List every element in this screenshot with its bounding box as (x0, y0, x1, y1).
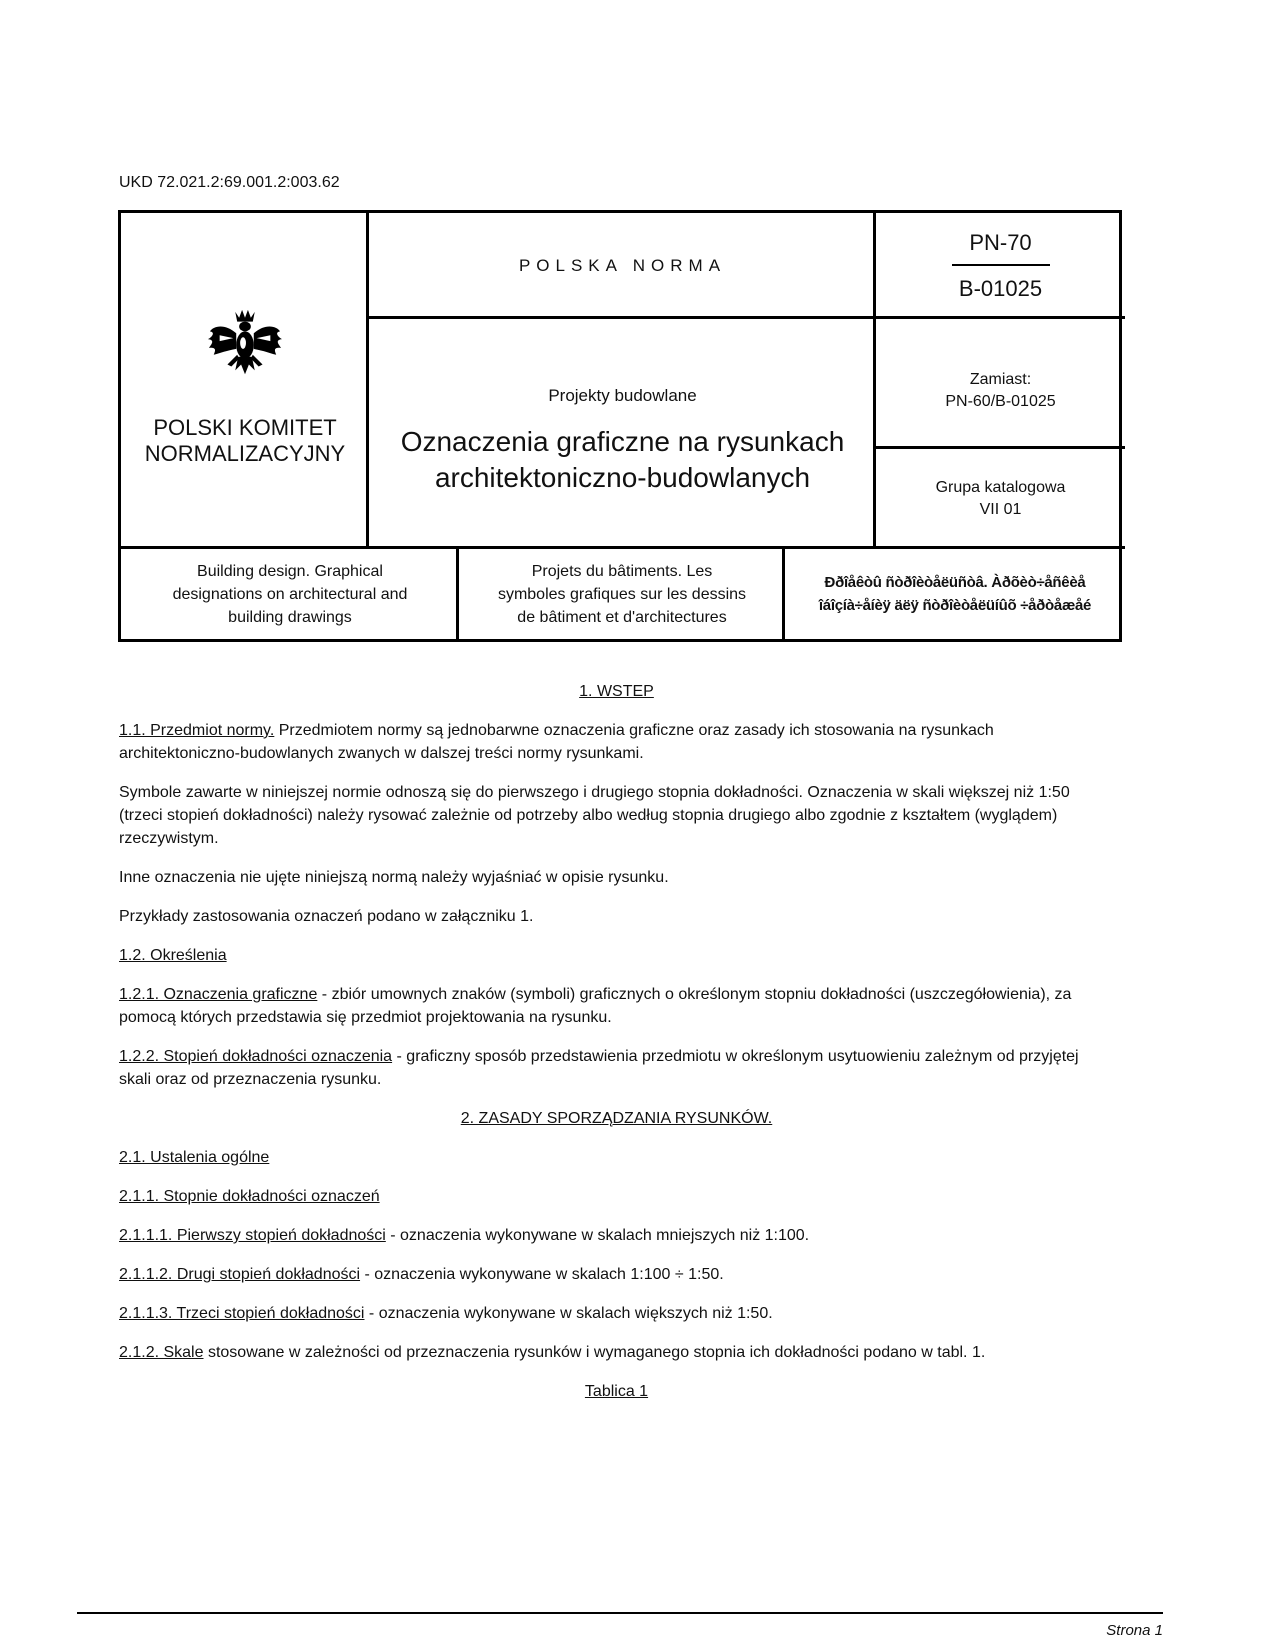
paragraph-1-2: 1.2. Określenia (119, 947, 227, 964)
paragraph-2-1-1: 2.1.1. Stopnie dokładności oznaczeń (119, 1188, 380, 1205)
paragraph-1-1: 1.1. Przedmiot normy. Przedmiotem normy są jednobarwne oznaczenia graficzne oraz zasady ich stosowania na rysunkach architektoniczno-budowlanych zwanych w dalszej treści normy rysunkami. (119, 722, 994, 762)
standard-number-cell (876, 213, 1125, 319)
title-russian-cell (785, 549, 1125, 639)
committee-name-line2: NORMALIZACYJNY (144, 441, 346, 466)
title-russian-line1: Ððîåêòû ñòðîèòåëüñòâ. Àðõèò÷åñêèå (824, 574, 1086, 591)
paragraph-2-1-2: 2.1.2. Skale stosowane w zależności od przeznaczenia rysunków i wymaganego stopnia ich dokładności podano w tabl. 1. (119, 1344, 986, 1361)
title-french-line1: Projets du bâtiments. Les (531, 562, 713, 580)
standard-number-line2: B-01025 (958, 276, 1043, 301)
paragraph-examples: Przykłady zastosowania oznaczeń podano w załączniku 1. (119, 908, 534, 925)
committee-name-line1: POLSKI KOMITET (153, 415, 337, 440)
paragraph-2-1-1-3: 2.1.1.3. Trzeci stopień dokładności - oznaczenia wykonywane w skalach większych niż 1:50. (119, 1305, 773, 1322)
title-line2: architektoniczno-budowlanych (434, 462, 811, 493)
title-english-cell (121, 549, 459, 639)
page-number: Strona 1 (1106, 1622, 1163, 1639)
number-divider (952, 264, 1050, 266)
title-line1: Oznaczenia graficzne na rysunkach (400, 426, 845, 457)
polish-eagle-emblem-icon (206, 305, 284, 385)
document-body (119, 680, 1114, 1419)
replaces-cell (876, 319, 1125, 449)
paragraph-2-1-1-2: 2.1.1.2. Drugi stopień dokładności - oznaczenia wykonywane w skalach 1:100 ÷ 1:50. (119, 1266, 724, 1283)
paragraph-symbols: Symbole zawarte w niniejszej normie odnoszą się do pierwszego i drugiego stopnia dokładności. Oznaczenia w skali większej niż 1:50 (trzeci stopień dokładności) należy rysować zależnie od potrzeby albo według stopnia drugiego albo zgodnie z kształtem (wyglądem) rzeczywistym. (119, 784, 1070, 847)
paragraph-1-2-2: 1.2.2. Stopień dokładności oznaczenia - graficzny sposób przedstawienia przedmiotu w określonym usytuowieniu zależnym od przyjętej skali oraz od przeznaczenia rysunku. (119, 1048, 1079, 1088)
section-2-heading: 2. ZASADY SPORZĄDZANIA RYSUNKÓW. (460, 1110, 773, 1127)
replaces-label: Zamiast: (969, 371, 1032, 388)
title-english-line1: Building design. Graphical (197, 562, 383, 580)
title-russian-line2: îáîçíà÷åíèÿ äëÿ ñòðîèòåëüíûõ ÷åðòåæåé (818, 597, 1092, 614)
section-1-heading: 1. WSTEP (579, 683, 654, 700)
ukd-classification: UKD 72.021.2:69.001.2:003.62 (119, 174, 340, 191)
title-english-line2: designations on architectural and (172, 585, 408, 603)
paragraph-2-1: 2.1. Ustalenia ogólne (119, 1149, 270, 1166)
paragraph-other: Inne oznaczenia nie ujęte niniejszą normą należy wyjaśniać w opisie rysunku. (119, 869, 669, 886)
title-french-line3: de bâtiment et d'architectures (517, 608, 727, 626)
paragraph-2-1-1-1: 2.1.1.1. Pierwszy stopień dokładności - oznaczenia wykonywane w skalach mniejszych niż 1:100. (119, 1227, 810, 1244)
subject-line: Projekty budowlane (548, 386, 697, 405)
replaces-value: PN-60/B-01025 (945, 393, 1056, 410)
catalog-group-cell (876, 449, 1125, 549)
title-french-cell (459, 549, 785, 639)
paragraph-1-1-label: 1.1. Przedmiot normy. (119, 722, 275, 739)
standard-number-line1: PN-70 (969, 230, 1032, 255)
title-english-line3: building drawings (228, 608, 352, 626)
catalog-group-value: VII 01 (979, 501, 1022, 518)
standard-header-box (118, 210, 1122, 642)
polska-norma-label: POLSKA NORMA (518, 256, 727, 275)
polska-norma-cell (369, 213, 876, 319)
paragraph-1-2-1: 1.2.1. Oznaczenia graficzne - zbiór umownych znaków (symboli) graficznych o określonym stopniu dokładności (uszczegółowienia), za pomocą których przedstawia się przedmiot projektowania na rysunku. (119, 986, 1072, 1026)
catalog-group-label: Grupa katalogowa (935, 479, 1066, 496)
title-french-line2: symboles grafiques sur les dessins (497, 585, 747, 603)
footer-rule (77, 1612, 1163, 1614)
title-cell (369, 319, 876, 549)
committee-cell (121, 213, 369, 549)
table-1-caption: Tablica 1 (584, 1383, 649, 1400)
